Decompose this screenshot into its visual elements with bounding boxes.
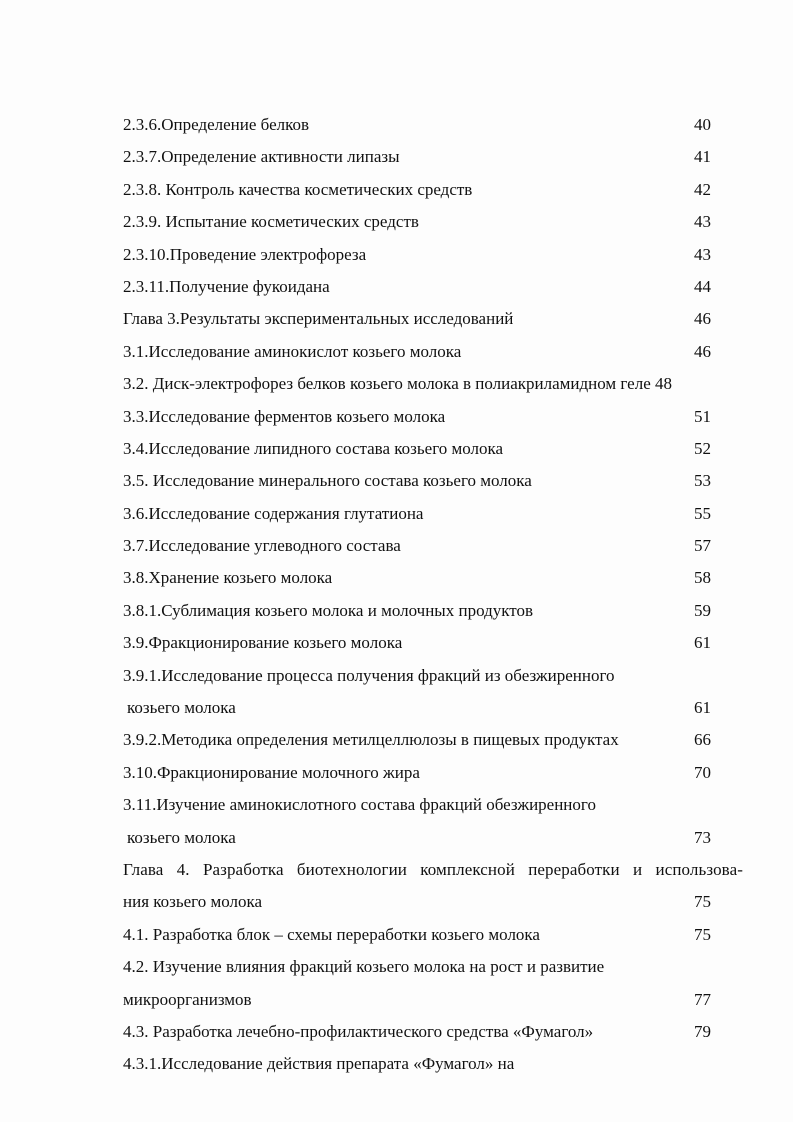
toc-entry-title: 3.9.Фракционирование козьего молока — [123, 633, 403, 653]
toc-entry-chapter-4 — [123, 857, 743, 889]
toc-entry-page: 55 — [694, 503, 711, 523]
toc-entry-page: 61 — [694, 698, 711, 718]
toc-entry-title: 2.3.7.Определение активности липазы — [123, 147, 400, 167]
toc-entry-2-3-7 — [123, 144, 723, 176]
toc-entry-3-10 — [123, 760, 723, 792]
toc-entry-title: 3.8.1.Сублимация козьего молока и молочных продуктов — [123, 600, 533, 620]
toc-entry-page: 75 — [694, 892, 711, 912]
toc-entry-page: 46 — [694, 309, 711, 329]
toc-entry-3-9-1-cont — [123, 695, 723, 727]
toc-entry-title: 2.3.9. Испытание косметических средств — [123, 212, 419, 232]
toc-entry-page: 70 — [694, 762, 711, 782]
toc-entry-title: Глава 3.Результаты экспериментальных исследований — [123, 309, 514, 329]
toc-entry-3-6 — [123, 501, 723, 533]
toc-entry-title: 4.1. Разработка блок – схемы переработки козьего молока — [123, 924, 540, 944]
toc-entry-page: 40 — [694, 115, 711, 134]
toc-entry-page: 77 — [694, 989, 711, 1009]
toc-entry-3-11 — [123, 792, 723, 824]
toc-entry-page: 59 — [694, 600, 711, 620]
toc-entry-3-9-2 — [123, 727, 723, 759]
toc-entry-title: 4.2. Изучение влияния фракций козьего молока на рост и развитие — [123, 957, 605, 977]
toc-entry-page: 61 — [694, 633, 711, 653]
toc-entry-page: 75 — [694, 924, 711, 944]
toc-entry-page: 58 — [694, 568, 711, 588]
toc-entry-title: Глава 4. Разработка биотехнологии комплексной переработки и использова- — [123, 859, 743, 879]
toc-entry-title: 3.7.Исследование углеводного состава — [123, 536, 401, 556]
toc-entry-chapter-4-cont — [123, 889, 723, 921]
toc-entry-title: 3.11.Изучение аминокислотного состава фракций обезжиренного — [123, 795, 596, 815]
toc-entry-2-3-6 — [123, 112, 723, 144]
toc-entry-page: 46 — [694, 341, 711, 361]
toc-entry-3-9 — [123, 630, 723, 662]
toc-entry-title: 3.2. Диск-электрофорез белков козьего молока в полиакриламидном геле 48 — [123, 374, 673, 394]
toc-entry-title: микроорганизмов — [123, 989, 252, 1009]
toc-entry-page: 66 — [694, 730, 711, 750]
toc-entry-page: 43 — [694, 244, 711, 264]
toc-entry-page: 57 — [694, 536, 711, 556]
toc-entry-title: 4.3. Разработка лечебно-профилактического средства «Фумагол» — [123, 1021, 594, 1041]
toc-entry-3-8-1 — [123, 598, 723, 630]
table-of-contents — [123, 112, 743, 1084]
toc-entry-4-3 — [123, 1019, 723, 1051]
toc-entry-title: 3.8.Хранение козьего молока — [123, 568, 333, 588]
toc-entry-3-1 — [123, 339, 723, 371]
toc-entry-3-11-cont — [123, 825, 723, 857]
toc-entry-page: 41 — [694, 147, 711, 167]
toc-entry-3-3 — [123, 404, 723, 436]
toc-entry-2-3-9 — [123, 209, 723, 241]
toc-entry-title: 2.3.6.Определение белков — [123, 115, 310, 134]
toc-entry-page: 44 — [694, 276, 711, 296]
toc-entry-title: козьего молока — [127, 698, 236, 718]
toc-entry-chapter-3 — [123, 306, 723, 338]
toc-entry-3-4 — [123, 436, 723, 468]
toc-entry-3-9-1 — [123, 663, 723, 695]
toc-entry-3-2 — [123, 371, 723, 403]
toc-entry-title: 3.9.1.Исследование процесса получения фракций из обезжиренного — [123, 665, 615, 685]
toc-entry-title: 3.6.Исследование содержания глутатиона — [123, 503, 424, 523]
toc-entry-page: 43 — [694, 212, 711, 232]
toc-entry-title: ния козьего молока — [123, 892, 263, 912]
toc-entry-3-8 — [123, 565, 723, 597]
toc-entry-title: 3.4.Исследование липидного состава козьего молока — [123, 438, 504, 458]
toc-entry-title: козьего молока — [127, 827, 236, 847]
toc-entry-3-7 — [123, 533, 723, 565]
toc-entry-page: 52 — [694, 438, 711, 458]
toc-entry-page: 51 — [694, 406, 711, 426]
toc-entry-4-2 — [123, 954, 723, 986]
toc-entry-title: 3.5. Исследование минерального состава козьего молока — [123, 471, 532, 491]
toc-entry-2-3-10 — [123, 242, 723, 274]
toc-entry-title: 3.1.Исследование аминокислот козьего молока — [123, 341, 462, 361]
toc-entry-page: 42 — [694, 179, 711, 199]
toc-entry-title: 3.9.2.Методика определения метилцеллюлозы в пищевых продуктах — [123, 730, 619, 750]
toc-entry-2-3-11 — [123, 274, 723, 306]
toc-entry-page: 79 — [694, 1021, 711, 1041]
toc-entry-3-5 — [123, 468, 723, 500]
toc-entry-title: 2.3.10.Проведение электрофореза — [123, 244, 367, 264]
toc-entry-4-2-cont — [123, 987, 723, 1019]
toc-entry-title: 2.3.11.Получение фукоидана — [123, 276, 330, 296]
toc-entry-page: 53 — [694, 471, 711, 491]
toc-entry-2-3-8 — [123, 177, 723, 209]
toc-entry-title: 4.3.1.Исследование действия препарата «Фумагол» на — [123, 1054, 515, 1074]
toc-entry-title: 3.10.Фракционирование молочного жира — [123, 762, 420, 782]
toc-entry-title: 3.3.Исследование ферментов козьего молока — [123, 406, 446, 426]
toc-entry-4-3-1 — [123, 1051, 723, 1083]
toc-entry-title: 2.3.8. Контроль качества косметических средств — [123, 179, 473, 199]
toc-entry-4-1 — [123, 922, 723, 954]
toc-entry-page: 73 — [694, 827, 711, 847]
